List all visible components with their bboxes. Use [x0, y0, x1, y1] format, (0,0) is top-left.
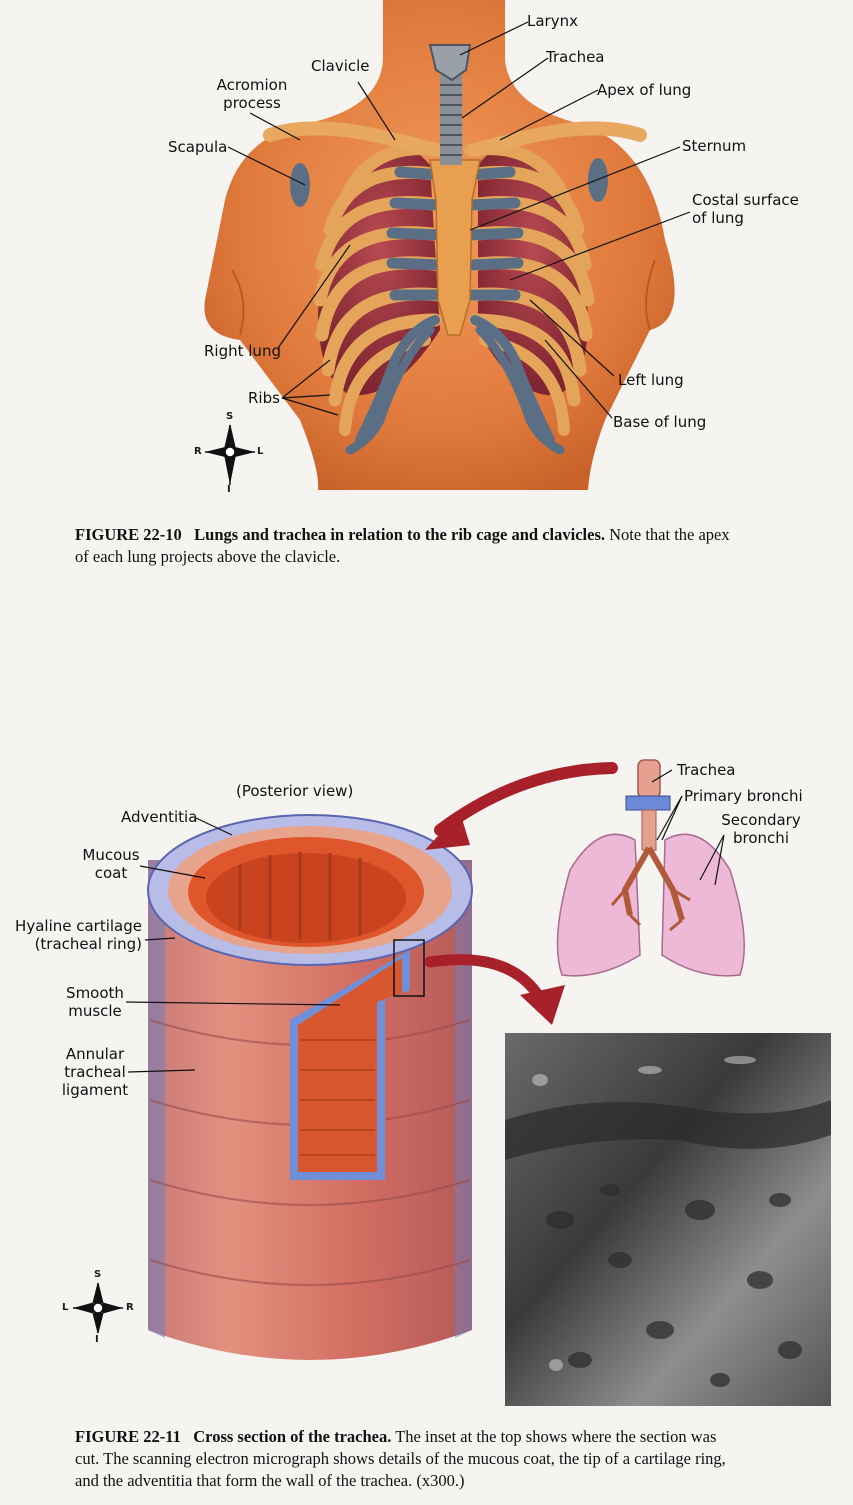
- caption-number: FIGURE 22-10: [75, 525, 182, 544]
- label-trachea: Trachea: [546, 48, 605, 66]
- caption-figure-22-10: FIGURE 22-10 Lungs and trachea in relation to the rib cage and clavicles. Note that the apex of each lung projects above the clavicle.: [75, 525, 730, 566]
- compass-1-s: S: [226, 411, 234, 422]
- compass-1-r: R: [194, 446, 202, 457]
- electron-micrograph: [505, 1033, 831, 1406]
- label-smooth-muscle: Smooth muscle: [66, 984, 124, 1020]
- label-secondary-bronchi: Secondary bronchi: [721, 811, 801, 847]
- compass-rose-1: [205, 425, 255, 485]
- figure-22-11: [0, 740, 853, 1505]
- trachea-shape: [440, 75, 462, 165]
- label-sternum: Sternum: [682, 137, 747, 155]
- compass-2-i: I: [95, 1334, 99, 1345]
- caption-title: Lungs and trachea in relation to the rib cage and clavicles.: [194, 525, 605, 544]
- label-primary-bronchi: Primary bronchi: [684, 787, 803, 805]
- label-base-of-lung: Base of lung: [613, 413, 707, 431]
- label-right-lung: Right lung: [204, 342, 281, 360]
- label-acromion-process: Acromion process: [216, 76, 288, 112]
- label-costal-surface: Costal surface of lung: [692, 191, 799, 227]
- label-ribs: Ribs: [248, 389, 280, 407]
- label-annular-tracheal-ligament: Annular tracheal ligament: [61, 1045, 129, 1099]
- caption-figure-22-11: FIGURE 22-11 Cross section of the trachea. The inset at the top shows where the section was cut. The scanning electron micrograph shows details of the mucous coat, the tip of a cartilage ring, and the adventitia that form the wall of the trachea. (x300.): [75, 1427, 726, 1490]
- label-mucous-coat: Mucous coat: [82, 846, 140, 882]
- caption-title: Cross section of the trachea.: [193, 1427, 392, 1446]
- compass-2-r: R: [126, 1302, 134, 1313]
- label-apex-of-lung: Apex of lung: [597, 81, 692, 99]
- compass-2-l: L: [62, 1302, 69, 1313]
- thorax-illustration: [0, 0, 853, 590]
- compass-1-i: I: [227, 484, 231, 495]
- label-scapula: Scapula: [168, 138, 228, 156]
- label-adventitia: Adventitia: [121, 808, 198, 826]
- figure-22-10: [0, 0, 853, 590]
- label-inset-trachea: Trachea: [677, 761, 736, 779]
- label-posterior-view: (Posterior view): [236, 782, 354, 800]
- label-hyaline-cartilage: Hyaline cartilage (tracheal ring): [15, 917, 142, 953]
- compass-1-l: L: [257, 446, 264, 457]
- arrow-to-section: [440, 768, 612, 830]
- label-left-lung: Left lung: [618, 371, 684, 389]
- label-larynx: Larynx: [527, 12, 578, 30]
- compass-2-s: S: [94, 1269, 102, 1280]
- label-clavicle: Clavicle: [311, 57, 370, 75]
- caption-number: FIGURE 22-11: [75, 1427, 181, 1446]
